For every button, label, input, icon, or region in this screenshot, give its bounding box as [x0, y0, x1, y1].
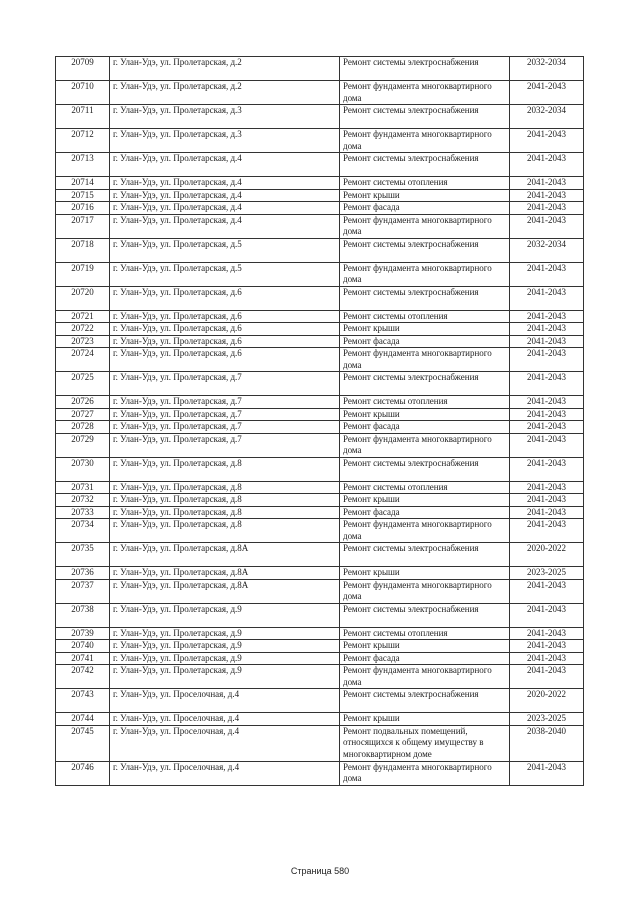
years-cell: 2041-2043 — [510, 323, 584, 336]
row-number-cell: 20730 — [56, 457, 110, 481]
years-cell: 2041-2043 — [510, 202, 584, 215]
table-row — [56, 725, 584, 761]
work-type-cell: Ремонт фасада — [340, 506, 510, 519]
years-cell: 2023-2025 — [510, 567, 584, 580]
address-cell: г. Улан-Удэ, ул. Пролетарская, д.6 — [110, 310, 340, 323]
table-row — [56, 214, 584, 238]
years-cell: 2041-2043 — [510, 372, 584, 396]
work-type-cell: Ремонт фундамента многоквартирного дома — [340, 433, 510, 457]
table-row — [56, 348, 584, 372]
address-cell: г. Улан-Удэ, ул. Пролетарская, д.8 — [110, 506, 340, 519]
address-cell: г. Улан-Удэ, ул. Пролетарская, д.8А — [110, 567, 340, 580]
years-cell: 2041-2043 — [510, 519, 584, 543]
work-type-cell: Ремонт системы электроснабжения — [340, 543, 510, 567]
address-cell: г. Улан-Удэ, ул. Пролетарская, д.8 — [110, 494, 340, 507]
years-cell: 2041-2043 — [510, 433, 584, 457]
years-cell: 2041-2043 — [510, 153, 584, 177]
work-type-cell: Ремонт системы электроснабжения — [340, 286, 510, 310]
work-type-cell: Ремонт системы отопления — [340, 177, 510, 190]
work-type-cell: Ремонт фасада — [340, 652, 510, 665]
years-cell: 2032-2034 — [510, 105, 584, 129]
address-cell: г. Улан-Удэ, ул. Пролетарская, д.6 — [110, 286, 340, 310]
table-row — [56, 105, 584, 129]
work-type-cell: Ремонт фундамента многоквартирного дома — [340, 214, 510, 238]
years-cell: 2041-2043 — [510, 481, 584, 494]
capital-repair-table — [55, 56, 584, 786]
row-number-cell: 20722 — [56, 323, 110, 336]
work-type-cell: Ремонт крыши — [340, 323, 510, 336]
years-cell: 2041-2043 — [510, 603, 584, 627]
years-cell: 2041-2043 — [510, 396, 584, 409]
table-row — [56, 543, 584, 567]
address-cell: г. Улан-Удэ, ул. Пролетарская, д.8 — [110, 481, 340, 494]
row-number-cell: 20725 — [56, 372, 110, 396]
table-row — [56, 262, 584, 286]
row-number-cell: 20721 — [56, 310, 110, 323]
address-cell: г. Улан-Удэ, ул. Пролетарская, д.9 — [110, 652, 340, 665]
table-row — [56, 408, 584, 421]
table-row — [56, 372, 584, 396]
work-type-cell: Ремонт фундамента многоквартирного дома — [340, 579, 510, 603]
row-number-cell: 20742 — [56, 665, 110, 689]
table-row — [56, 713, 584, 726]
work-type-cell: Ремонт фундамента многоквартирного дома — [340, 519, 510, 543]
address-cell: г. Улан-Удэ, ул. Пролетарская, д.9 — [110, 627, 340, 640]
table-row — [56, 189, 584, 202]
years-cell: 2041-2043 — [510, 640, 584, 653]
table-row — [56, 567, 584, 580]
years-cell: 2041-2043 — [510, 408, 584, 421]
address-cell: г. Улан-Удэ, ул. Проселочная, д.4 — [110, 761, 340, 785]
address-cell: г. Улан-Удэ, ул. Пролетарская, д.7 — [110, 433, 340, 457]
row-number-cell: 20711 — [56, 105, 110, 129]
address-cell: г. Улан-Удэ, ул. Пролетарская, д.5 — [110, 238, 340, 262]
table-row — [56, 665, 584, 689]
row-number-cell: 20723 — [56, 335, 110, 348]
address-cell: г. Улан-Удэ, ул. Проселочная, д.4 — [110, 713, 340, 726]
table-row — [56, 310, 584, 323]
work-type-cell: Ремонт фундамента многоквартирного дома — [340, 665, 510, 689]
address-cell: г. Улан-Удэ, ул. Пролетарская, д.8А — [110, 579, 340, 603]
address-cell: г. Улан-Удэ, ул. Проселочная, д.4 — [110, 725, 340, 761]
work-type-cell: Ремонт крыши — [340, 189, 510, 202]
address-cell: г. Улан-Удэ, ул. Пролетарская, д.9 — [110, 603, 340, 627]
years-cell: 2038-2040 — [510, 725, 584, 761]
address-cell: г. Улан-Удэ, ул. Пролетарская, д.3 — [110, 129, 340, 153]
years-cell: 2041-2043 — [510, 761, 584, 785]
table-row — [56, 457, 584, 481]
years-cell: 2041-2043 — [510, 652, 584, 665]
row-number-cell: 20736 — [56, 567, 110, 580]
address-cell: г. Улан-Удэ, ул. Пролетарская, д.4 — [110, 202, 340, 215]
years-cell: 2041-2043 — [510, 421, 584, 434]
table-row — [56, 519, 584, 543]
row-number-cell: 20726 — [56, 396, 110, 409]
row-number-cell: 20738 — [56, 603, 110, 627]
row-number-cell: 20719 — [56, 262, 110, 286]
row-number-cell: 20743 — [56, 689, 110, 713]
address-cell: г. Улан-Удэ, ул. Пролетарская, д.8А — [110, 543, 340, 567]
years-cell: 2041-2043 — [510, 310, 584, 323]
address-cell: г. Улан-Удэ, ул. Пролетарская, д.9 — [110, 640, 340, 653]
row-number-cell: 20733 — [56, 506, 110, 519]
address-cell: г. Улан-Удэ, ул. Пролетарская, д.4 — [110, 189, 340, 202]
table-row — [56, 286, 584, 310]
table-row — [56, 129, 584, 153]
row-number-cell: 20728 — [56, 421, 110, 434]
address-cell: г. Улан-Удэ, ул. Пролетарская, д.7 — [110, 408, 340, 421]
table-row — [56, 640, 584, 653]
years-cell: 2023-2025 — [510, 713, 584, 726]
row-number-cell: 20717 — [56, 214, 110, 238]
years-cell: 2041-2043 — [510, 81, 584, 105]
row-number-cell: 20740 — [56, 640, 110, 653]
row-number-cell: 20714 — [56, 177, 110, 190]
row-number-cell: 20724 — [56, 348, 110, 372]
row-number-cell: 20715 — [56, 189, 110, 202]
row-number-cell: 20716 — [56, 202, 110, 215]
years-cell: 2041-2043 — [510, 457, 584, 481]
work-type-cell: Ремонт фасада — [340, 421, 510, 434]
row-number-cell: 20710 — [56, 81, 110, 105]
address-cell: г. Улан-Удэ, ул. Пролетарская, д.7 — [110, 421, 340, 434]
years-cell: 2041-2043 — [510, 262, 584, 286]
work-type-cell: Ремонт системы отопления — [340, 396, 510, 409]
work-type-cell: Ремонт крыши — [340, 408, 510, 421]
row-number-cell: 20739 — [56, 627, 110, 640]
table-row — [56, 433, 584, 457]
address-cell: г. Улан-Удэ, ул. Пролетарская, д.4 — [110, 177, 340, 190]
row-number-cell: 20727 — [56, 408, 110, 421]
address-cell: г. Улан-Удэ, ул. Пролетарская, д.2 — [110, 81, 340, 105]
years-cell: 2041-2043 — [510, 494, 584, 507]
work-type-cell: Ремонт фундамента многоквартирного дома — [340, 761, 510, 785]
work-type-cell: Ремонт фасада — [340, 202, 510, 215]
table-row — [56, 81, 584, 105]
work-type-cell: Ремонт подвальных помещений, относящихся к общему имуществу в многоквартирном доме — [340, 725, 510, 761]
address-cell: г. Улан-Удэ, ул. Пролетарская, д.4 — [110, 214, 340, 238]
row-number-cell: 20731 — [56, 481, 110, 494]
work-type-cell: Ремонт системы электроснабжения — [340, 603, 510, 627]
years-cell: 2041-2043 — [510, 348, 584, 372]
row-number-cell: 20709 — [56, 57, 110, 81]
work-type-cell: Ремонт системы отопления — [340, 481, 510, 494]
address-cell: г. Улан-Удэ, ул. Пролетарская, д.7 — [110, 396, 340, 409]
work-type-cell: Ремонт системы электроснабжения — [340, 238, 510, 262]
years-cell: 2041-2043 — [510, 189, 584, 202]
table-row — [56, 323, 584, 336]
work-type-cell: Ремонт крыши — [340, 640, 510, 653]
table-row — [56, 761, 584, 785]
row-number-cell: 20734 — [56, 519, 110, 543]
row-number-cell: 20713 — [56, 153, 110, 177]
address-cell: г. Улан-Удэ, ул. Пролетарская, д.9 — [110, 665, 340, 689]
row-number-cell: 20712 — [56, 129, 110, 153]
table-row — [56, 57, 584, 81]
table-row — [56, 177, 584, 190]
years-cell: 2041-2043 — [510, 579, 584, 603]
table-row — [56, 506, 584, 519]
table-row — [56, 652, 584, 665]
years-cell: 2041-2043 — [510, 129, 584, 153]
row-number-cell: 20720 — [56, 286, 110, 310]
work-type-cell: Ремонт крыши — [340, 713, 510, 726]
table-row — [56, 202, 584, 215]
row-number-cell: 20744 — [56, 713, 110, 726]
row-number-cell: 20735 — [56, 543, 110, 567]
table-row — [56, 153, 584, 177]
years-cell: 2041-2043 — [510, 627, 584, 640]
years-cell: 2041-2043 — [510, 177, 584, 190]
table-row — [56, 689, 584, 713]
page-number: Страница 580 — [290, 866, 350, 876]
row-number-cell: 20745 — [56, 725, 110, 761]
work-type-cell: Ремонт крыши — [340, 494, 510, 507]
years-cell: 2041-2043 — [510, 506, 584, 519]
address-cell: г. Улан-Удэ, ул. Пролетарская, д.5 — [110, 262, 340, 286]
work-type-cell: Ремонт системы электроснабжения — [340, 372, 510, 396]
work-type-cell: Ремонт системы электроснабжения — [340, 689, 510, 713]
table-row — [56, 481, 584, 494]
table-row — [56, 396, 584, 409]
years-cell: 2041-2043 — [510, 286, 584, 310]
address-cell: г. Улан-Удэ, ул. Пролетарская, д.6 — [110, 323, 340, 336]
work-type-cell: Ремонт системы электроснабжения — [340, 57, 510, 81]
table-body — [56, 57, 584, 786]
address-cell: г. Улан-Удэ, ул. Пролетарская, д.2 — [110, 57, 340, 81]
table-row — [56, 579, 584, 603]
years-cell: 2041-2043 — [510, 665, 584, 689]
address-cell: г. Улан-Удэ, ул. Пролетарская, д.6 — [110, 335, 340, 348]
work-type-cell: Ремонт фасада — [340, 335, 510, 348]
address-cell: г. Улан-Удэ, ул. Проселочная, д.4 — [110, 689, 340, 713]
table-row — [56, 603, 584, 627]
table-row — [56, 421, 584, 434]
table-row — [56, 238, 584, 262]
row-number-cell: 20741 — [56, 652, 110, 665]
work-type-cell: Ремонт системы отопления — [340, 310, 510, 323]
years-cell: 2041-2043 — [510, 214, 584, 238]
work-type-cell: Ремонт фундамента многоквартирного дома — [340, 348, 510, 372]
years-cell: 2032-2034 — [510, 238, 584, 262]
table-row — [56, 627, 584, 640]
table-row — [56, 494, 584, 507]
work-type-cell: Ремонт крыши — [340, 567, 510, 580]
row-number-cell: 20729 — [56, 433, 110, 457]
row-number-cell: 20732 — [56, 494, 110, 507]
work-type-cell: Ремонт системы отопления — [340, 627, 510, 640]
work-type-cell: Ремонт фундамента многоквартирного дома — [340, 262, 510, 286]
row-number-cell: 20746 — [56, 761, 110, 785]
row-number-cell: 20737 — [56, 579, 110, 603]
address-cell: г. Улан-Удэ, ул. Пролетарская, д.4 — [110, 153, 340, 177]
address-cell: г. Улан-Удэ, ул. Пролетарская, д.6 — [110, 348, 340, 372]
work-type-cell: Ремонт фундамента многоквартирного дома — [340, 81, 510, 105]
address-cell: г. Улан-Удэ, ул. Пролетарская, д.7 — [110, 372, 340, 396]
years-cell: 2032-2034 — [510, 57, 584, 81]
row-number-cell: 20718 — [56, 238, 110, 262]
work-type-cell: Ремонт системы электроснабжения — [340, 105, 510, 129]
table-row — [56, 335, 584, 348]
address-cell: г. Улан-Удэ, ул. Пролетарская, д.8 — [110, 519, 340, 543]
years-cell: 2020-2022 — [510, 543, 584, 567]
address-cell: г. Улан-Удэ, ул. Пролетарская, д.3 — [110, 105, 340, 129]
years-cell: 2020-2022 — [510, 689, 584, 713]
years-cell: 2041-2043 — [510, 335, 584, 348]
work-type-cell: Ремонт системы электроснабжения — [340, 457, 510, 481]
work-type-cell: Ремонт фундамента многоквартирного дома — [340, 129, 510, 153]
address-cell: г. Улан-Удэ, ул. Пролетарская, д.8 — [110, 457, 340, 481]
work-type-cell: Ремонт системы электроснабжения — [340, 153, 510, 177]
